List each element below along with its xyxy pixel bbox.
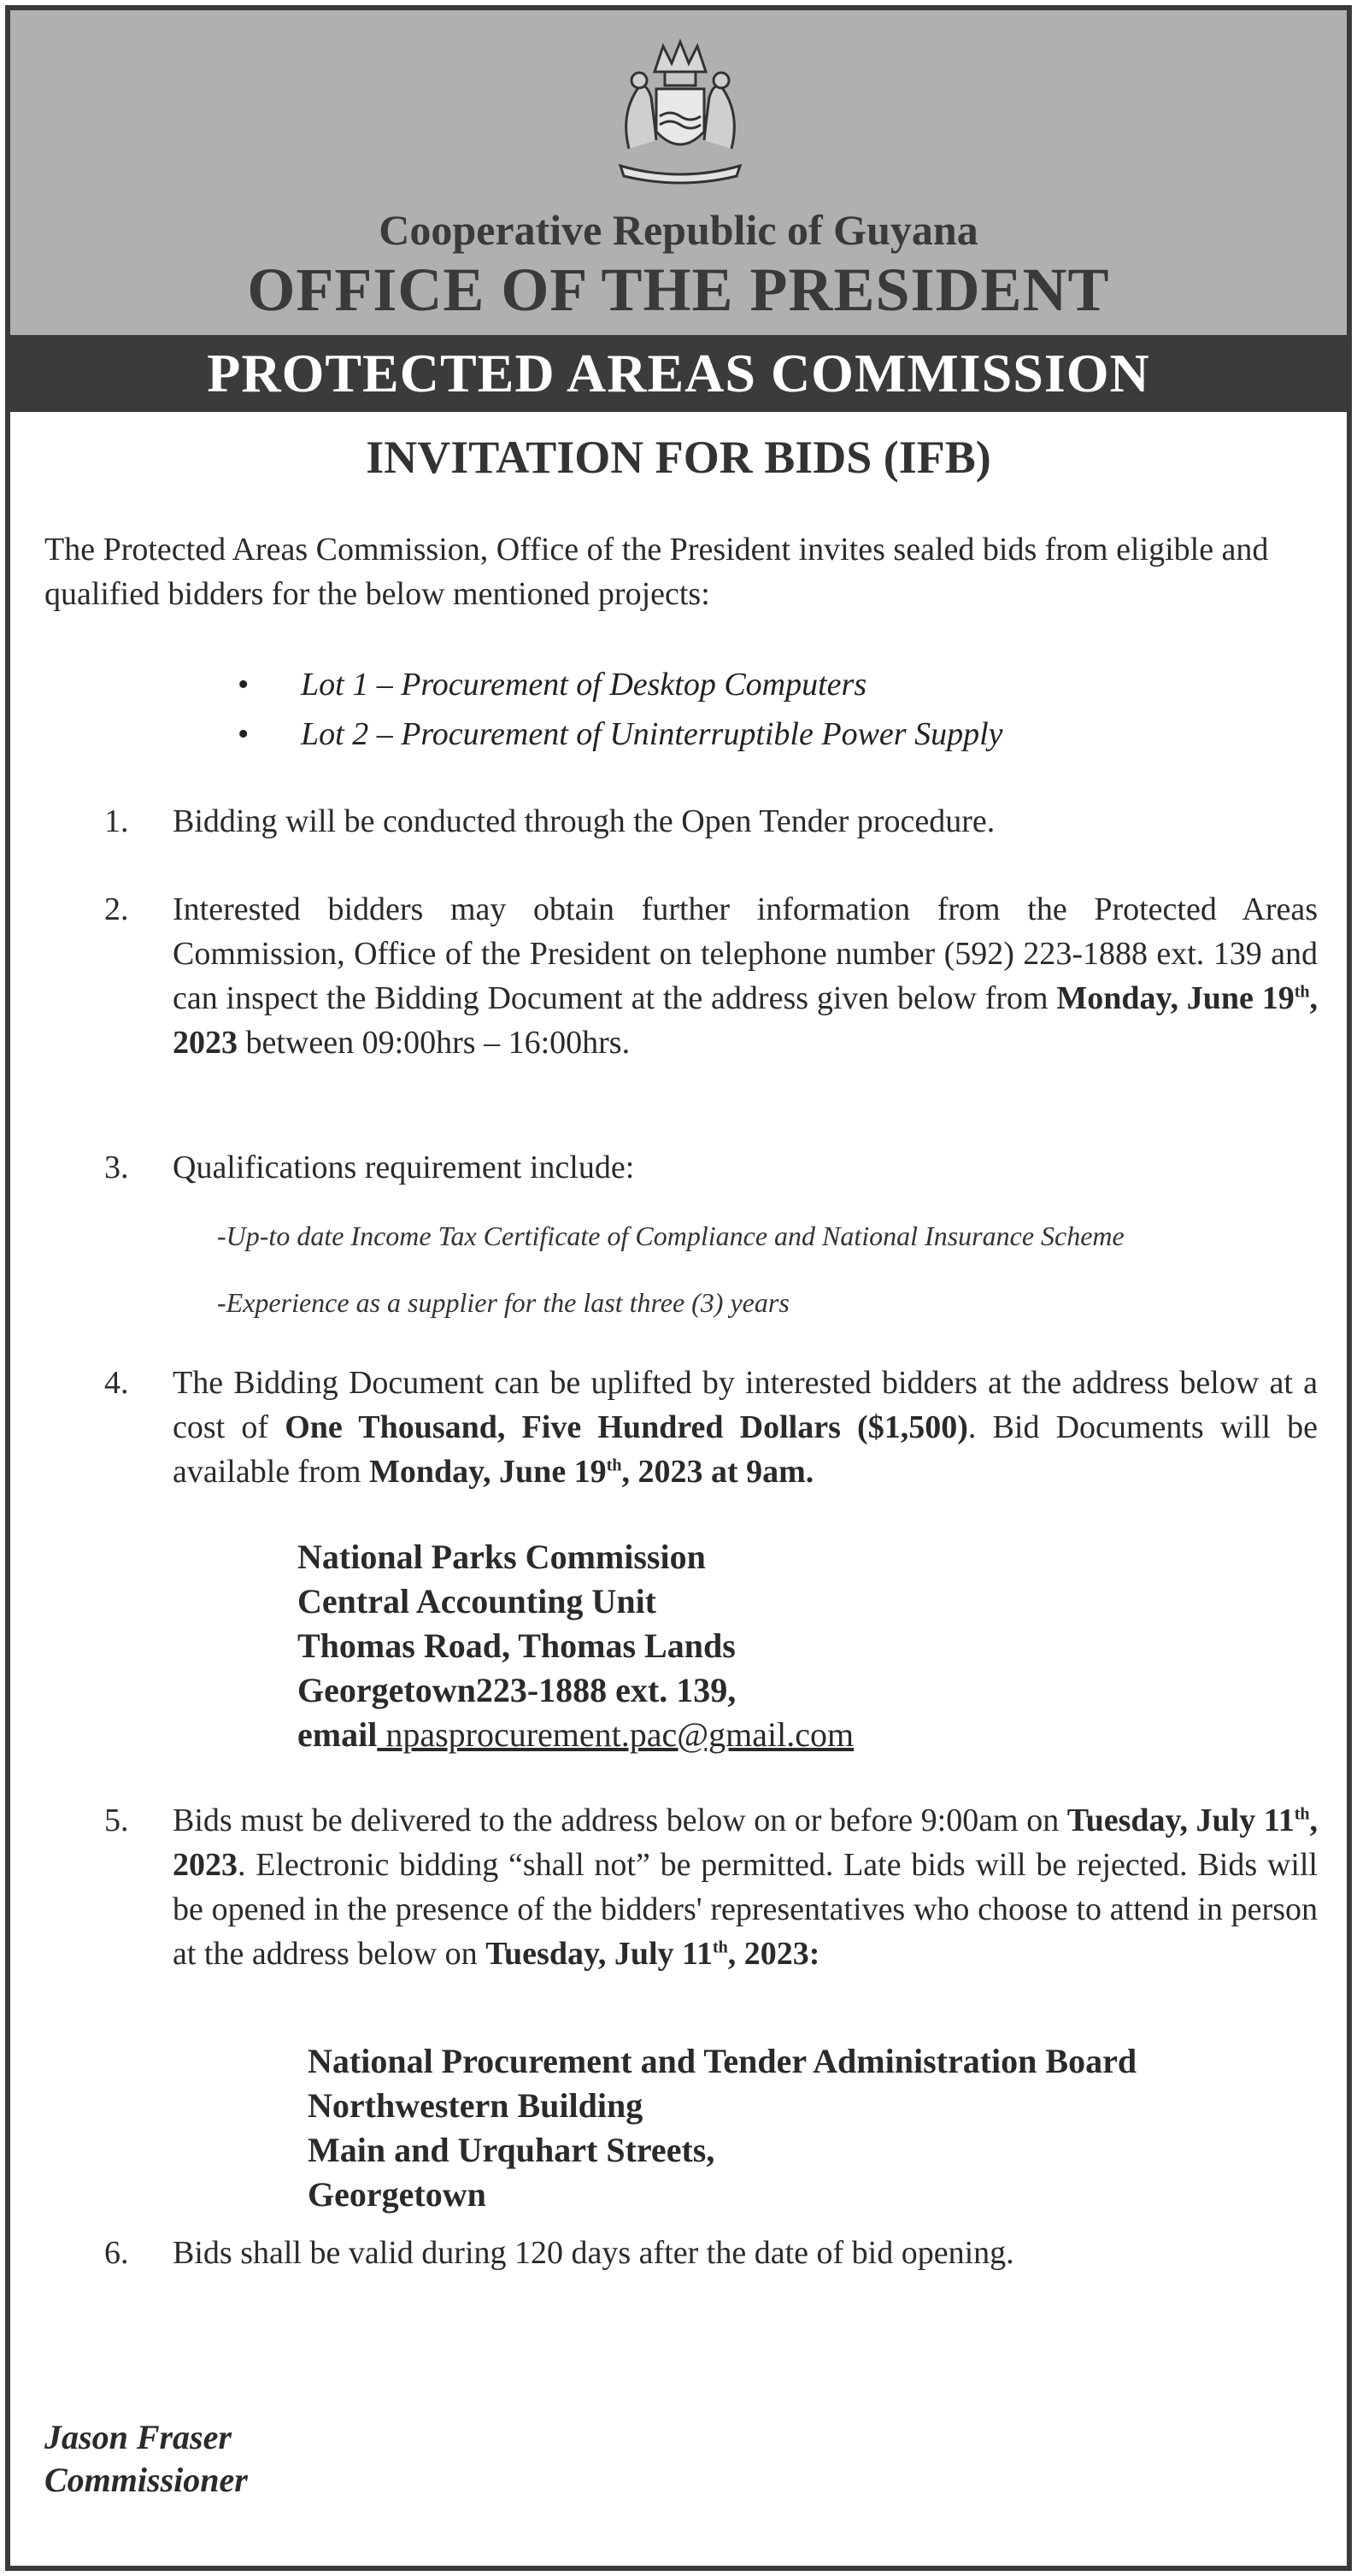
item-5-rules: . Electronic bidding “shall not” be permitted. Late bids will be rejected. Bids will be opened in the presence of the bidders' representatives who choose to attend in person at the address below on bbox=[173, 1847, 1318, 1972]
item-number: 3. bbox=[104, 1150, 129, 1185]
item-4-date bbox=[369, 1454, 814, 1490]
address-line: Georgetown bbox=[308, 2175, 486, 2214]
date-text: Monday, June 19 bbox=[1056, 980, 1295, 1016]
qualification-2: -Experience as a supplier for the last three (3) years bbox=[217, 1287, 790, 1318]
address-line: Central Accounting Unit bbox=[297, 1582, 656, 1620]
item-5-text bbox=[173, 1798, 1318, 1976]
year-text: , 2023 bbox=[173, 980, 1319, 1061]
email-line bbox=[297, 1713, 854, 1757]
delivery-address bbox=[308, 2039, 1137, 2217]
address-line: Northwestern Building bbox=[308, 2086, 643, 2125]
advert-frame bbox=[5, 5, 1352, 2571]
address-line: Main and Urquhart Streets, bbox=[308, 2131, 715, 2169]
ordinal-suffix: th bbox=[712, 1938, 728, 1957]
document-title: INVITATION FOR BIDS (IFB) bbox=[366, 432, 991, 483]
email-label: email bbox=[297, 1715, 378, 1754]
address-line: Thomas Road, Thomas Lands bbox=[297, 1626, 736, 1665]
date-text: Monday, June 19 bbox=[369, 1454, 607, 1490]
list-item: • Lot 1 – Procurement of Desktop Computers bbox=[232, 660, 1258, 709]
address-line: National Parks Commission bbox=[297, 1538, 706, 1576]
year-text: , 2023: bbox=[727, 1936, 820, 1972]
signature-block bbox=[44, 2416, 248, 2502]
pickup-address bbox=[297, 1535, 854, 1757]
item-number: 6. bbox=[104, 2235, 129, 2271]
address-line: Georgetown223-1888 ext. 139, bbox=[297, 1671, 737, 1709]
ordinal-suffix: th bbox=[1294, 982, 1310, 1002]
item-number: 4. bbox=[104, 1365, 129, 1401]
commission-band: PROTECTED AREAS COMMISSION bbox=[10, 335, 1347, 412]
item-4-availability: . Bid Documents will be available from bbox=[173, 1409, 1318, 1490]
item-3-text: Qualifications requirement include: bbox=[173, 1150, 635, 1185]
coat-of-arms-icon bbox=[595, 21, 766, 191]
address-line: National Procurement and Tender Administration Board bbox=[308, 2042, 1137, 2080]
country-name: Cooperative Republic of Guyana bbox=[379, 206, 978, 254]
year-text: , 2023 at 9am. bbox=[621, 1454, 814, 1490]
item-number: 2. bbox=[104, 891, 129, 927]
ordinal-suffix: th bbox=[1294, 1804, 1310, 1824]
item-6-text: Bids shall be valid during 120 days after the date of bid opening. bbox=[173, 2235, 1014, 2271]
lot-list bbox=[232, 660, 1258, 759]
date-text: Tuesday, July 11 bbox=[485, 1936, 713, 1972]
intro-paragraph: The Protected Areas Commission, Office of the President invites sealed bids from eligible and qualified bidders for the below mentioned projects: bbox=[44, 532, 1269, 612]
date-text: Tuesday, July 11 bbox=[1066, 1803, 1295, 1838]
item-2-hours: between 09:00hrs – 16:00hrs. bbox=[238, 1025, 631, 1061]
header bbox=[10, 10, 1347, 335]
item-number: 1. bbox=[104, 803, 129, 839]
item-2-body: Interested bidders may obtain further information from the Protected Areas Commission, Office of the President on telephone number (592) 223-1888 ext. 139 and can inspect the Bidding Document at the address given below from bbox=[173, 891, 1318, 1016]
qualification-1: -Up-to date Income Tax Certificate of Compliance and National Insurance Scheme bbox=[217, 1220, 1125, 1251]
item-4-body: The Bidding Document can be uplifted by interested bidders at the address below at a cost of bbox=[173, 1365, 1318, 1445]
office-name: OFFICE OF THE PRESIDENT bbox=[247, 256, 1110, 324]
ordinal-suffix: th bbox=[606, 1456, 622, 1475]
item-2-text bbox=[173, 887, 1318, 1065]
signatory-name: Jason Fraser bbox=[44, 2418, 232, 2456]
list-item: • Lot 2 – Procurement of Uninterruptible Power Supply bbox=[232, 709, 1258, 759]
item-1-text: Bidding will be conducted through the Open Tender procedure. bbox=[173, 803, 996, 839]
item-4-text bbox=[173, 1361, 1318, 1494]
item-5-body: Bids must be delivered to the address below on or before 9:00am on bbox=[173, 1803, 1067, 1838]
item-number: 5. bbox=[104, 1803, 129, 1838]
year-text: , 2023 bbox=[173, 1803, 1318, 1883]
email-link[interactable]: npasprocurement.pac@gmail.com bbox=[377, 1715, 855, 1754]
signatory-role: Commissioner bbox=[44, 2461, 248, 2499]
item-5-opening-date bbox=[485, 1936, 819, 1972]
item-4-cost: One Thousand, Five Hundred Dollars ($1,500) bbox=[285, 1409, 968, 1445]
